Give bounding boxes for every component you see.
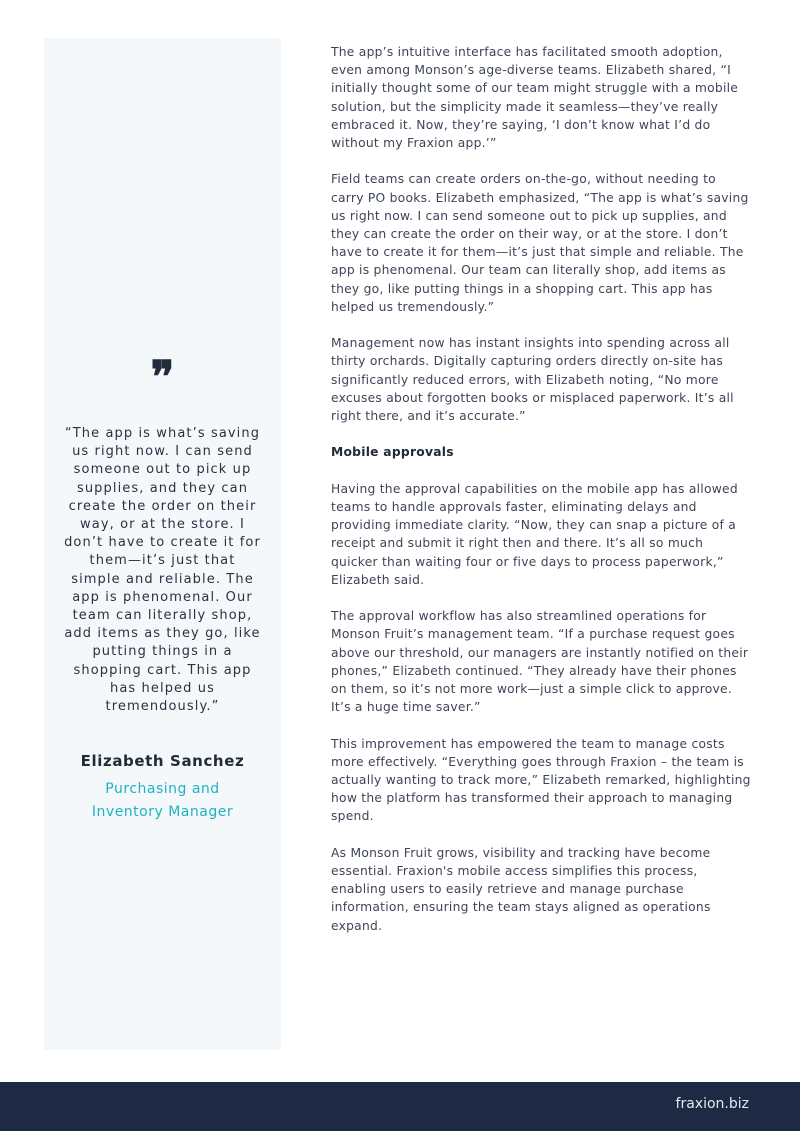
article-paragraph: As Monson Fruit grows, visibility and tracking have become essential. Fraxion's mobile access simplifies this process, enabling users to easily retrieve and manage purchase information, ensuring the team stays aligned as operations expand.	[331, 845, 711, 933]
article-paragraph: The app’s intuitive interface has facilitated smooth adoption, even among Monson’s age-diverse teams. Elizabeth shared, “I initially thought some of our team might struggle with a mobile solution, but the simplicity made it seamless—they’ve really embraced it. Now, they’re saying, ‘I don’t know what I’d do without my Fraxion app.’”	[331, 45, 739, 151]
testimonial-quote: “The app is what’s saving us right now. I can send someone out to pick up supplies, and they can create the order on their way, or at the store. I don’t have to create it for them—it’s just that simple and reliable. The app is phenomenal. Our team can literally shop, add items as they go, like putting things in a shopping cart. This app has helped us tremendously.”	[64, 426, 261, 715]
testimonial-name: Elizabeth Sanchez	[80, 752, 245, 770]
article-body	[331, 43, 751, 953]
article-paragraph: Field teams can create orders on-the-go, without needing to carry PO books. Elizabeth emphasized, “The app is what’s saving us right now. I can send someone out to pick up supplies, and they can create the order on their way, or at the store. I don’t have to create it for them—it’s just that simple and reliable. The app is phenomenal. Our team can literally shop, add items as they go, like putting things in a shopping cart. This app has helped us tremendously.”	[331, 172, 749, 314]
article-paragraph: This improvement has empowered the team to manage costs more effectively. “Everything goes through Fraxion – the team is actually wanting to track more,” Elizabeth remarked, highlighting how the platform has transformed their approach to managing spend.	[331, 736, 751, 824]
article-paragraph: The approval workflow has also streamlined operations for Monson Fruit’s management team. “If a purchase request goes above our threshold, our managers are instantly notified on their phones,” Elizabeth continued. “They already have their phones on them, so it’s not more work—just a simple click to approve. It’s a huge time saver.”	[331, 609, 749, 715]
testimonial-job-title: Purchasing and Inventory Manager	[91, 781, 234, 820]
quote-mark-icon: ❞	[150, 352, 175, 403]
article-paragraph: Management now has instant insights into spending across all thirty orchards. Digitally capturing orders directly on-site has significantly reduced errors, with Elizabeth noting, “No more excuses about forgotten books or misplaced paperwork. It’s all right there, and it’s accurate.”	[331, 336, 734, 424]
page-footer	[0, 1082, 800, 1131]
article-paragraph: Having the approval capabilities on the mobile app has allowed teams to handle approvals faster, eliminating delays and providing immediate clarity. “Now, they can snap a picture of a receipt and submit it right then and there. It’s all so much quicker than waiting four or five days to process paperwork,” Elizabeth said.	[331, 481, 738, 587]
section-heading: Mobile approvals	[331, 445, 454, 460]
testimonial-sidebar	[44, 38, 281, 1050]
website-link[interactable]: fraxion.biz	[675, 1096, 749, 1112]
